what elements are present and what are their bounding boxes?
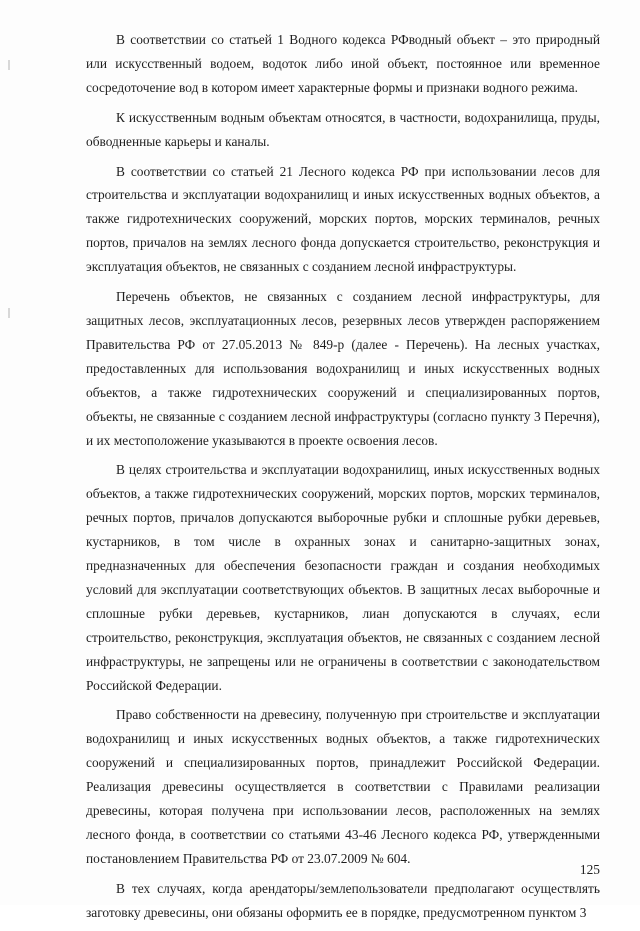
paragraph-logging-permissions: В целях строительства и эксплуатации водохранилищ, иных искусственных водных объектов, а также гидротехнических сооружений, морских портов, морских терминалов, речных портов, причалов допускаются выборочные рубки и сплошные рубки деревьев, кустарников, в том числе в охранных зонах и санитарно-защитных зонах, предназначенных для обеспечения безопасности граждан и создания необходимых условий для эксплуатации соответствующих объектов. В защитных лесах выборочные и сплошные рубки деревьев, кустарников, лиан допускаются в случаях, если строительство, реконструкция, эксплуатация объектов, не связанных с созданием лесной инфраструктуры, не запрещены или не ограничены в соответствии с законодательством Российской Федерации. (86, 462, 600, 693)
paragraph-timber-ownership: Право собственности на древесину, полученную при строительстве и эксплуатации водохранилищ и иных искусственных водных объектов, а также гидротехнических сооружений и специализированных портов, принадлежит Российской Федерации. Реализация древесины осуществляется в соответствии с Правилами реализации древесины, которая получена при использовании лесов, расположенных на землях лесного фонда, в соответствии со статьями 43-46 Лесного кодекса РФ, утвержденными постановлением Правительства РФ от 23.07.2009 № 604. (86, 707, 600, 866)
paragraph-timber-harvesting: В тех случаях, когда арендаторы/землепользователи предполагают осуществлять заготовку древесины, они обязаны оформить ее в порядке, предусмотренном пунктом 3 (86, 880, 600, 920)
paragraph-forest-code-article-21: В соответствии со статьей 21 Лесного кодекса РФ при использовании лесов для строительства и эксплуатации водохранилищ и иных искусственных водных объектов, а также гидротехнических сооружений, морских портов, морских терминалов, речных портов, причалов на землях лесного фонда допускается строительство, реконструкция и эксплуатация объектов, не связанных с созданием лесной инфраструктуры. (86, 163, 600, 275)
paragraph-water-object-definition: В соответствии со статьей 1 Водного кодекса РФводный объект – это природный или искусственный водоем, водоток либо иной объект, постоянное или временное сосредоточение вод в котором имеет характерные формы и признаки водного режима. (86, 32, 600, 95)
page-number: 125 (579, 862, 600, 877)
scan-margin-mark (8, 308, 10, 318)
scan-margin-mark (8, 60, 10, 70)
document-body (86, 28, 600, 931)
paragraph-objects-list: Перечень объектов, не связанных с созданием лесной инфраструктуры, для защитных лесов, эксплуатационных лесов, резервных лесов утвержден распоряжением Правительства РФ от 27.05.2013 № 849-р (далее - Перечень). На лесных участках, предоставленных для использования водохранилищ и иных искусственных водных объектов, а также гидротехнических сооружений и специализированных портов, объекты, не связанные с созданием лесной инфраструктуры (согласно пункту 3 Перечня), и их местоположение указываются в проекте освоения лесов. (86, 289, 600, 448)
paragraph-artificial-water-objects: К искусственным водным объектам относятся, в частности, водохранилища, пруды, обводненные карьеры и каналы. (86, 109, 600, 149)
